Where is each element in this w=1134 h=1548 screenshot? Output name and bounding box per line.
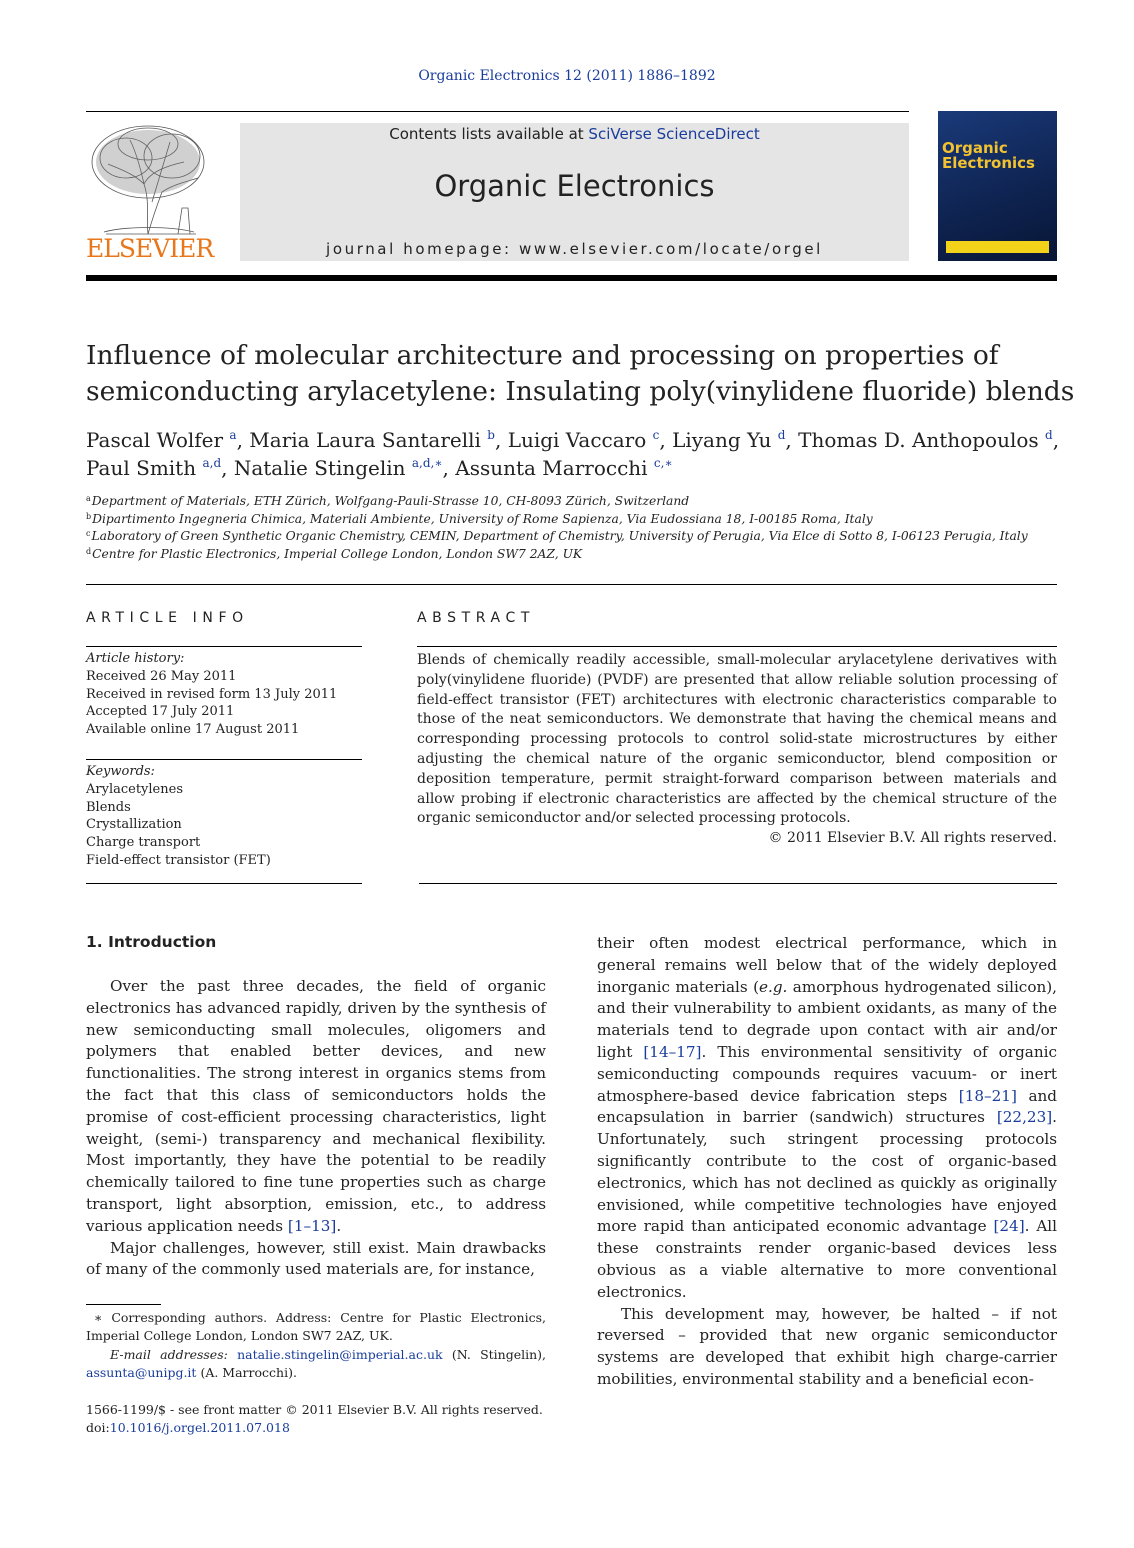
header-thick-rule xyxy=(86,275,1057,281)
author: Thomas D. Anthopoulos $^d$, xyxy=(798,428,1060,452)
article-title: Influence of molecular architecture and processing on properties of semiconducting arylacetylene: Insulating poly(vinylidene fluoride) blends xyxy=(86,340,1075,407)
section-heading-introduction: 1. Introduction xyxy=(86,933,217,951)
journal-banner xyxy=(240,123,909,261)
email-link[interactable]: assunta@unipg.it xyxy=(86,1365,197,1381)
author: Luigi Vaccaro $^c$, xyxy=(507,428,673,452)
affiliation: $^d$Centre for Plastic Electronics, Imperial College London, London SW7 2AZ, UK xyxy=(86,546,583,561)
paragraph: This development may, however, be halted – if not reversed – provided that new organic semiconductor systems are developed that exhibit high charge-carrier mobilities, environmental stability and a beneficial econ- xyxy=(597,1304,1057,1388)
affiliation-list xyxy=(86,493,1086,563)
elsevier-wordmark: ELSEVIER xyxy=(86,234,214,263)
keywords-rule xyxy=(86,759,362,760)
history-item: Received 26 May 2011 xyxy=(86,668,237,684)
history-item: Accepted 17 July 2011 xyxy=(86,704,235,720)
affiliation: $^b$Dipartimento Ingegneria Chimica, Materiali Ambiente, University of Rome Sapienza, Via Eudossiana 18, I-00185 Roma, Italy xyxy=(86,511,873,526)
author: Assunta Marrocchi $^{c,∗}$ xyxy=(455,456,673,480)
author-list xyxy=(86,426,1076,482)
journal-citation[interactable]: Organic Electronics 12 (2011) 1886–1892 xyxy=(418,68,716,84)
affiliation: $^c$Laboratory of Green Synthetic Organic Chemistry, CEMIN, Department of Chemistry, University of Perugia, Via Elce di Sotto 8, I-06123 Perugia, Italy xyxy=(86,529,1028,543)
doi-line: doi:10.1016/j.orgel.2011.07.018 xyxy=(86,1420,290,1436)
keyword: Arylacetylenes xyxy=(86,781,183,797)
keyword: Charge transport xyxy=(86,835,201,851)
article-info-bottom-rule xyxy=(86,883,362,884)
author: Natalie Stingelin $^{a,d,∗}$, xyxy=(233,456,456,480)
reference-link[interactable]: [14–17] xyxy=(643,1042,702,1061)
history-item: Received in revised form 13 July 2011 xyxy=(86,686,338,702)
email-note: E-mail addresses: natalie.stingelin@imperial.ac.uk (N. Stingelin), assunta@unipg.it (A. Marrocchi). xyxy=(86,1346,546,1381)
meta-top-rule xyxy=(86,584,1057,585)
reference-link[interactable]: [18–21] xyxy=(958,1086,1017,1105)
keyword: Crystallization xyxy=(86,817,182,833)
paragraph: Over the past three decades, the field of organic electronics has advanced rapidly, driven by the synthesis of new semiconducting small molecules, oligomers and polymers that enabled better devices, and new functionalities. The strong interest in organics stems from the fact that this class of semiconductors holds the promise of cost-efficient processing characteristics, light weight, (semi-) transparency and mechanical flexibility. Most importantly, they have the potential to be readily chemically tailored to fine tune properties such as charge transport, light absorption, emission, etc., to address various application needs [1–13]. xyxy=(86,977,546,1235)
keywords: Keywords: Arylacetylenes Blends Crystallization Charge transport Field-effect transistor (FET) xyxy=(86,763,366,870)
article-info-rule xyxy=(86,646,362,647)
paragraph: Major challenges, however, still exist. Main drawbacks of many of the commonly used materials are, for instance, xyxy=(86,1238,546,1279)
journal-homepage[interactable]: journal homepage: www.elsevier.com/locate/orgel xyxy=(326,240,823,258)
cover-title: Organic Electronics xyxy=(942,139,1035,172)
paragraph: their often modest electrical performance, which in general remains well below that of the widely deployed inorganic materials (e.g. amorphous hydrogenated silicon), and their vulnerability to ambient oxidants, as many of the materials tend to degrade upon contact with air and/or light [14–17]. This environmental sensitivity of organic semiconducting compounds requires vacuum- or inert atmosphere-based device fabrication steps [18–21] and encapsulation in barrier (sandwich) structures [22,23]. Unfortunately, such stringent processing protocols significantly contribute to the cost of organic-based electronics, which has not declined as quickly as originally envisioned, while competitive technologies have enjoyed more rapid than anticipated economic advantage [24]. All these constraints render organic-based devices less obvious as a viable alternative to more conventional electronics. xyxy=(597,934,1057,1301)
issn-doi xyxy=(86,1401,566,1438)
reference-link[interactable]: [22,23] xyxy=(996,1108,1053,1127)
doi-link[interactable]: 10.1016/j.orgel.2011.07.018 xyxy=(109,1420,290,1436)
corresponding-author-note: ∗ Corresponding authors. Address: Centre for Plastic Electronics, Imperial College London, London SW7 2AZ, UK. xyxy=(86,1310,546,1344)
author: Paul Smith $^{a,d}$, xyxy=(86,456,234,480)
journal-cover-thumbnail[interactable] xyxy=(938,111,1057,261)
email-link[interactable]: natalie.stingelin@imperial.ac.uk xyxy=(237,1346,443,1362)
article-history: Article history: Received 26 May 2011 Received in revised form 13 July 2011 Accepted 17 July 2011 Available online 17 August 2011 xyxy=(86,650,366,739)
footnotes xyxy=(86,1309,546,1383)
journal-name: Organic Electronics xyxy=(434,169,715,203)
reference-link[interactable]: [1–13] xyxy=(287,1216,337,1235)
body-column-right xyxy=(597,933,1057,1391)
abstract-rule xyxy=(417,646,1057,647)
cover-stripe xyxy=(946,241,1049,253)
author: Pascal Wolfer $^a$, xyxy=(86,428,250,452)
sciencedirect-link[interactable]: SciVerse ScienceDirect xyxy=(588,125,760,143)
elsevier-logo[interactable] xyxy=(86,122,212,262)
abstract-heading: ABSTRACT xyxy=(417,610,535,626)
keyword: Field-effect transistor (FET) xyxy=(86,852,271,868)
keyword: Blends xyxy=(86,799,131,815)
footnote-rule xyxy=(86,1304,161,1305)
abstract-copyright: © 2011 Elsevier B.V. All rights reserved. xyxy=(768,830,1057,846)
author: Maria Laura Santarelli $^b$, xyxy=(249,428,508,452)
abstract-text: Blends of chemically readily accessible, small-molecular arylacetylene derivatives with poly(vinylidene fluoride) (PVDF) are presented that allow reliable solution processing of field-effect transistor (FET) architectures with electronic characteristics comparable to those of the neat semiconductors. We demonstrate that having the chemical means and corresponding processing protocols to control solid-state microstructures by either adjusting the chemical nature of the organic semiconductor, blend composition or deposition temperature, permit straight-forward comparison between materials and allow probing if electronic characteristics are affected by the chemical structure of the organic semiconductor and/or selected processing protocols. xyxy=(417,652,1057,827)
affiliation: $^a$Department of Materials, ETH Zürich, Wolfgang-Pauli-Strasse 10, CH-8093 Zürich, Switzerland xyxy=(86,494,690,508)
contents-line: Contents lists available at SciVerse ScienceDirect xyxy=(389,125,760,143)
author: Liyang Yu $^d$, xyxy=(672,428,799,452)
body-column-left xyxy=(86,976,546,1281)
article-info-heading: ARTICLE INFO xyxy=(86,610,249,626)
reference-link[interactable]: [24] xyxy=(993,1217,1025,1236)
header-top-rule xyxy=(86,111,909,112)
abstract-bottom-rule xyxy=(419,883,1057,884)
issn-line: 1566-1199/$ - see front matter © 2011 Elsevier B.V. All rights reserved. xyxy=(86,1402,543,1417)
history-item: Available online 17 August 2011 xyxy=(86,722,300,738)
